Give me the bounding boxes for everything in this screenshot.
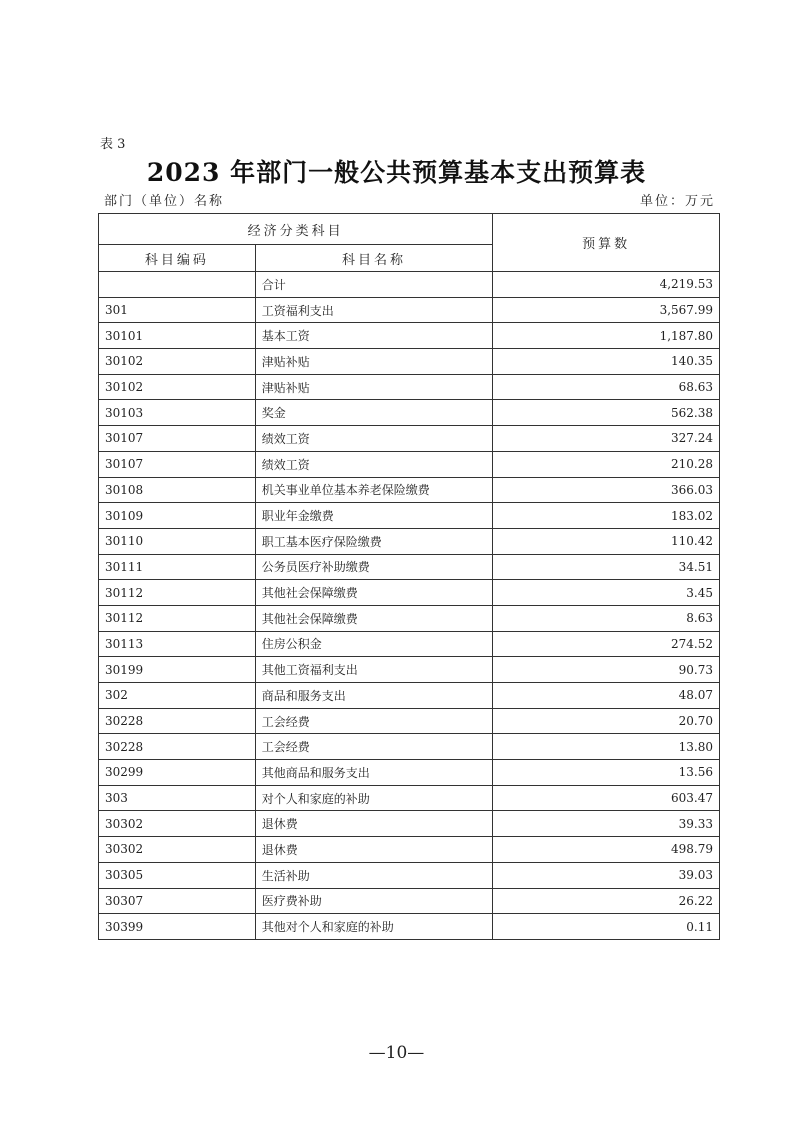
cell-amount: 183.02: [493, 503, 720, 529]
cell-code: 30103: [99, 400, 256, 426]
table-row: [99, 374, 720, 400]
cell-code: 30109: [99, 503, 256, 529]
table-row: [99, 323, 720, 349]
cell-amount: 603.47: [493, 785, 720, 811]
cell-amount: 274.52: [493, 631, 720, 657]
cell-name: 基本工资: [255, 323, 493, 349]
cell-name: 退休费: [255, 811, 493, 837]
cell-name: 退休费: [255, 837, 493, 863]
cell-name: 生活补助: [255, 862, 493, 888]
table-row: [99, 349, 720, 375]
cell-name: 其他社会保障缴费: [255, 605, 493, 631]
cell-amount: 39.03: [493, 862, 720, 888]
table-row: [99, 785, 720, 811]
table-row: [99, 554, 720, 580]
cell-code: 30110: [99, 528, 256, 554]
cell-amount: 20.70: [493, 708, 720, 734]
table-row: [99, 837, 720, 863]
cell-amount: 68.63: [493, 374, 720, 400]
table-row: [99, 400, 720, 426]
table-row: [99, 605, 720, 631]
header-name: 科目名称: [255, 245, 493, 272]
cell-code: 30299: [99, 760, 256, 786]
table-row: [99, 657, 720, 683]
cell-code: 30112: [99, 580, 256, 606]
cell-name: 工会经费: [255, 734, 493, 760]
cell-amount: 0.11: [493, 914, 720, 940]
cell-name: 住房公积金: [255, 631, 493, 657]
page-title: 2023 年部门一般公共预算基本支出预算表: [146, 158, 647, 187]
cell-amount: 498.79: [493, 837, 720, 863]
cell-name: 机关事业单位基本养老保险缴费: [255, 477, 493, 503]
table-label: 表 3: [100, 137, 126, 152]
cell-amount: 13.56: [493, 760, 720, 786]
table-row: [99, 708, 720, 734]
header-economic-category: 经济分类科目: [99, 214, 493, 245]
cell-code: 30102: [99, 374, 256, 400]
cell-code: [99, 272, 256, 298]
cell-name: 津贴补贴: [255, 349, 493, 375]
department-label: 部门（单位）名称: [104, 194, 225, 209]
cell-code: 30107: [99, 426, 256, 452]
budget-table: [98, 213, 720, 940]
table-row: [99, 631, 720, 657]
cell-amount: 13.80: [493, 734, 720, 760]
table-row: [99, 451, 720, 477]
cell-name: 其他社会保障缴费: [255, 580, 493, 606]
table-row: [99, 426, 720, 452]
cell-amount: 48.07: [493, 683, 720, 709]
cell-code: 30399: [99, 914, 256, 940]
cell-code: 30113: [99, 631, 256, 657]
cell-code: 30112: [99, 605, 256, 631]
cell-code: 30108: [99, 477, 256, 503]
table-row: [99, 811, 720, 837]
cell-amount: 39.33: [493, 811, 720, 837]
table-row: [99, 297, 720, 323]
cell-amount: 366.03: [493, 477, 720, 503]
table-row: [99, 580, 720, 606]
cell-name: 职业年金缴费: [255, 503, 493, 529]
table-row: [99, 734, 720, 760]
header-row: [99, 214, 720, 245]
cell-name: 商品和服务支出: [255, 683, 493, 709]
page-number: —10—: [368, 1043, 425, 1063]
cell-amount: 110.42: [493, 528, 720, 554]
cell-name: 津贴补贴: [255, 374, 493, 400]
cell-name: 绩效工资: [255, 451, 493, 477]
cell-code: 30102: [99, 349, 256, 375]
table-row: [99, 862, 720, 888]
cell-code: 30302: [99, 837, 256, 863]
unit-label: 单位：万元: [639, 194, 715, 209]
table-row: [99, 272, 720, 298]
header-amount: 预算数: [493, 214, 720, 272]
table-row: [99, 477, 720, 503]
header-code: 科目编码: [99, 245, 256, 272]
cell-amount: 3.45: [493, 580, 720, 606]
cell-name: 公务员医疗补助缴费: [255, 554, 493, 580]
table-row: [99, 760, 720, 786]
table-row: [99, 888, 720, 914]
cell-name: 工会经费: [255, 708, 493, 734]
cell-amount: 562.38: [493, 400, 720, 426]
cell-name: 其他对个人和家庭的补助: [255, 914, 493, 940]
cell-code: 30228: [99, 734, 256, 760]
cell-name: 其他商品和服务支出: [255, 760, 493, 786]
cell-name: 对个人和家庭的补助: [255, 785, 493, 811]
cell-amount: 90.73: [493, 657, 720, 683]
table-row: [99, 503, 720, 529]
cell-amount: 3,567.99: [493, 297, 720, 323]
cell-code: 302: [99, 683, 256, 709]
cell-code: 30101: [99, 323, 256, 349]
table-row: [99, 914, 720, 940]
cell-name: 医疗费补助: [255, 888, 493, 914]
cell-code: 30228: [99, 708, 256, 734]
cell-amount: 26.22: [493, 888, 720, 914]
cell-amount: 8.63: [493, 605, 720, 631]
cell-code: 303: [99, 785, 256, 811]
cell-code: 30199: [99, 657, 256, 683]
cell-code: 301: [99, 297, 256, 323]
table-row: [99, 528, 720, 554]
cell-code: 30305: [99, 862, 256, 888]
cell-amount: 140.35: [493, 349, 720, 375]
cell-amount: 4,219.53: [493, 272, 720, 298]
cell-name: 职工基本医疗保险缴费: [255, 528, 493, 554]
cell-code: 30302: [99, 811, 256, 837]
cell-name: 奖金: [255, 400, 493, 426]
cell-amount: 34.51: [493, 554, 720, 580]
cell-amount: 1,187.80: [493, 323, 720, 349]
cell-code: 30307: [99, 888, 256, 914]
cell-name: 合计: [255, 272, 493, 298]
cell-code: 30107: [99, 451, 256, 477]
cell-code: 30111: [99, 554, 256, 580]
cell-name: 其他工资福利支出: [255, 657, 493, 683]
cell-amount: 327.24: [493, 426, 720, 452]
cell-name: 工资福利支出: [255, 297, 493, 323]
table-row: [99, 683, 720, 709]
cell-amount: 210.28: [493, 451, 720, 477]
cell-name: 绩效工资: [255, 426, 493, 452]
